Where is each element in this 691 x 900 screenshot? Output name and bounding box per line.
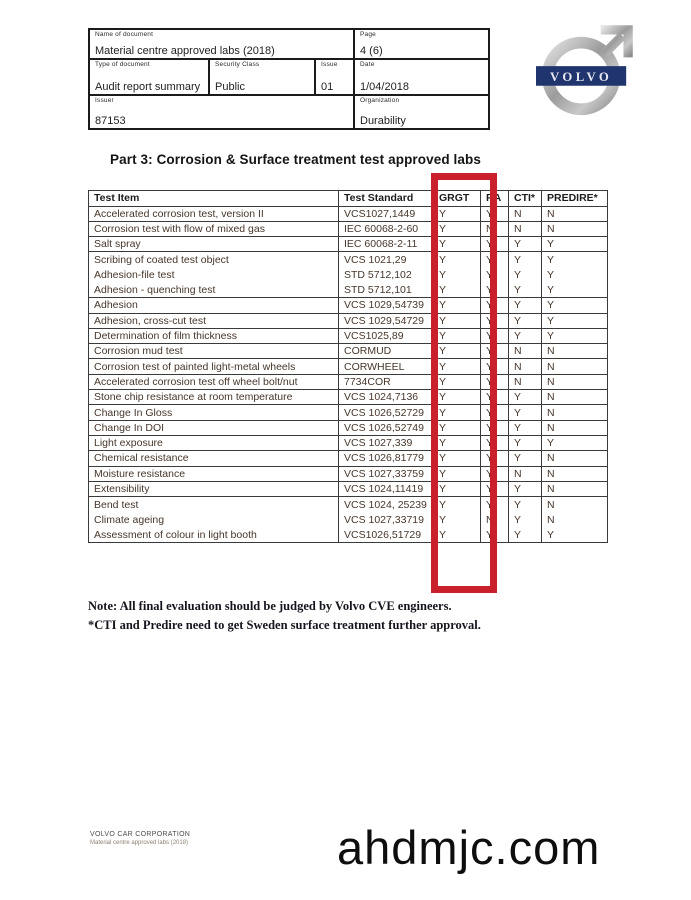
cell-cti: Y xyxy=(509,298,542,313)
cell-ra: Y xyxy=(481,252,509,267)
table-row xyxy=(89,512,608,527)
cell-ra: Y xyxy=(481,344,509,359)
cell-ra: Y xyxy=(481,282,509,297)
cell-standard: VCS 1026,52729 xyxy=(339,405,434,420)
table-row xyxy=(89,282,608,297)
table-row xyxy=(89,237,608,252)
approved-labs-table xyxy=(88,190,608,543)
cell-ra: Y xyxy=(481,237,509,252)
cell-predire: N xyxy=(542,481,608,496)
table-row xyxy=(89,206,608,221)
cell-standard: VCS 1027,33759 xyxy=(339,466,434,481)
cell-item: Light exposure xyxy=(89,435,339,450)
note-line-2: *CTI and Predire need to get Sweden surface treatment further approval. xyxy=(88,618,481,632)
cell-cti: N xyxy=(509,466,542,481)
field-name-of-document xyxy=(90,30,355,58)
col-header-test-standard: Test Standard xyxy=(339,191,434,207)
volvo-iron-mark-icon xyxy=(536,24,634,122)
table-row xyxy=(89,527,608,542)
field-value: Public xyxy=(215,81,245,93)
cell-grgt: Y xyxy=(434,267,481,282)
cell-grgt: Y xyxy=(434,252,481,267)
cell-predire: Y xyxy=(542,267,608,282)
footer-doc-title: Material centre approved labs (2018) xyxy=(90,840,189,846)
cell-cti: N xyxy=(509,206,542,221)
cell-ra: Y xyxy=(481,359,509,374)
cell-cti: Y xyxy=(509,313,542,328)
cell-predire: N xyxy=(542,512,608,527)
cell-cti: Y xyxy=(509,282,542,297)
table-header-row xyxy=(89,191,608,207)
table-row xyxy=(89,390,608,405)
cell-grgt: Y xyxy=(434,420,481,435)
cell-item: Corrosion test with flow of mixed gas xyxy=(89,221,339,236)
cell-item: Determination of film thickness xyxy=(89,328,339,343)
cell-ra: N xyxy=(481,221,509,236)
cell-cti: Y xyxy=(509,512,542,527)
cell-predire: N xyxy=(542,221,608,236)
col-header-grgt: GRGT xyxy=(434,191,481,207)
cell-standard: VCS 1029,54739 xyxy=(339,298,434,313)
col-header-test-item: Test Item xyxy=(89,191,339,207)
field-value: Durability xyxy=(360,115,406,127)
cell-cti: Y xyxy=(509,328,542,343)
cell-ra: Y xyxy=(481,466,509,481)
cell-grgt: Y xyxy=(434,359,481,374)
field-value: Audit report summary xyxy=(95,81,201,93)
table-row xyxy=(89,252,608,267)
cell-grgt: Y xyxy=(434,451,481,466)
cell-grgt: Y xyxy=(434,328,481,343)
col-header-ra: RA xyxy=(481,191,509,207)
cell-ra: Y xyxy=(481,435,509,450)
cell-standard: VCS 1026,81779 xyxy=(339,451,434,466)
cell-item: Scribing of coated test object xyxy=(89,252,339,267)
cell-cti: Y xyxy=(509,435,542,450)
cell-predire: N xyxy=(542,374,608,389)
cell-predire: Y xyxy=(542,527,608,542)
cell-item: Adhesion-file test xyxy=(89,267,339,282)
cell-predire: Y xyxy=(542,435,608,450)
section-title: Part 3: Corrosion & Surface treatment test approved labs xyxy=(110,152,481,167)
cell-cti: N xyxy=(509,374,542,389)
table-row xyxy=(89,451,608,466)
cell-grgt: Y xyxy=(434,435,481,450)
field-organization xyxy=(355,96,488,128)
cell-ra: N xyxy=(481,512,509,527)
cell-standard: VCS 1024,7136 xyxy=(339,390,434,405)
cell-grgt: Y xyxy=(434,481,481,496)
cell-predire: Y xyxy=(542,298,608,313)
field-label: Type of document xyxy=(95,61,150,68)
cell-predire: N xyxy=(542,344,608,359)
field-label: Organization xyxy=(360,97,400,104)
cell-item: Assessment of colour in light booth xyxy=(89,527,339,542)
cell-predire: N xyxy=(542,390,608,405)
cell-item: Stone chip resistance at room temperature xyxy=(89,390,339,405)
table-row xyxy=(89,313,608,328)
cell-standard: 7734COR xyxy=(339,374,434,389)
cell-grgt: Y xyxy=(434,344,481,359)
cell-ra: Y xyxy=(481,313,509,328)
cell-predire: N xyxy=(542,359,608,374)
field-value: 87153 xyxy=(95,115,126,127)
col-header-predire: PREDIRE* xyxy=(542,191,608,207)
table-row xyxy=(89,405,608,420)
cell-standard: VCS 1024, 25239 xyxy=(339,497,434,512)
cell-item: Moisture resistance xyxy=(89,466,339,481)
table-row xyxy=(89,344,608,359)
field-label: Name of document xyxy=(95,31,154,38)
field-label: Date xyxy=(360,61,375,68)
logo-wordmark: VOLVO xyxy=(549,69,613,84)
cell-cti: Y xyxy=(509,527,542,542)
table-row xyxy=(89,435,608,450)
page-footer xyxy=(90,830,190,848)
cell-predire: N xyxy=(542,466,608,481)
cell-ra: Y xyxy=(481,206,509,221)
cell-standard: CORWHEEL xyxy=(339,359,434,374)
cell-predire: N xyxy=(542,420,608,435)
cell-standard: VCS 1021,29 xyxy=(339,252,434,267)
cell-grgt: Y xyxy=(434,206,481,221)
cell-item: Change In Gloss xyxy=(89,405,339,420)
table-row xyxy=(89,298,608,313)
field-label: Issue xyxy=(321,61,338,68)
cell-grgt: Y xyxy=(434,221,481,236)
cell-item: Adhesion - quenching test xyxy=(89,282,339,297)
cell-standard: VCS 1029,54729 xyxy=(339,313,434,328)
cell-ra: Y xyxy=(481,267,509,282)
field-issue xyxy=(316,60,355,94)
cell-cti: Y xyxy=(509,481,542,496)
cell-grgt: Y xyxy=(434,237,481,252)
field-security-class xyxy=(210,60,316,94)
cell-predire: Y xyxy=(542,328,608,343)
cell-item: Adhesion xyxy=(89,298,339,313)
field-page xyxy=(355,30,488,58)
logo-arrow xyxy=(601,30,628,57)
cell-item: Accelerated corrosion test, version II xyxy=(89,206,339,221)
note-line-1: Note: All final evaluation should be judged by Volvo CVE engineers. xyxy=(88,599,452,613)
cell-ra: Y xyxy=(481,298,509,313)
cell-grgt: Y xyxy=(434,466,481,481)
cell-item: Bend test xyxy=(89,497,339,512)
cell-cti: Y xyxy=(509,267,542,282)
cell-predire: Y xyxy=(542,237,608,252)
cell-grgt: Y xyxy=(434,282,481,297)
volvo-logo xyxy=(536,24,634,122)
field-label: Security Class xyxy=(215,61,260,68)
table-row xyxy=(89,359,608,374)
cell-item: Corrosion mud test xyxy=(89,344,339,359)
cell-ra: Y xyxy=(481,481,509,496)
doc-header-row-2 xyxy=(90,60,488,96)
cell-cti: Y xyxy=(509,497,542,512)
cell-predire: Y xyxy=(542,282,608,297)
cell-predire: N xyxy=(542,405,608,420)
cell-item: Extensibility xyxy=(89,481,339,496)
cell-predire: N xyxy=(542,497,608,512)
cell-ra: Y xyxy=(481,527,509,542)
cell-grgt: Y xyxy=(434,512,481,527)
cell-standard: IEC 60068-2-11 xyxy=(339,237,434,252)
cell-ra: Y xyxy=(481,328,509,343)
cell-standard: VCS 1026,52749 xyxy=(339,420,434,435)
cell-cti: Y xyxy=(509,420,542,435)
cell-standard: CORMUD xyxy=(339,344,434,359)
cell-predire: N xyxy=(542,206,608,221)
cell-grgt: Y xyxy=(434,374,481,389)
cell-ra: Y xyxy=(481,451,509,466)
cell-item: Climate ageing xyxy=(89,512,339,527)
cell-standard: VCS 1024,11419 xyxy=(339,481,434,496)
notes-block xyxy=(88,597,481,635)
cell-predire: Y xyxy=(542,252,608,267)
cell-cti: N xyxy=(509,221,542,236)
cell-standard: VCS 1027,33719 xyxy=(339,512,434,527)
cell-standard: STD 5712,101 xyxy=(339,282,434,297)
cell-cti: Y xyxy=(509,405,542,420)
cell-item: Accelerated corrosion test off wheel bolt/nut xyxy=(89,374,339,389)
field-type-of-document xyxy=(90,60,210,94)
cell-ra: Y xyxy=(481,374,509,389)
table-row xyxy=(89,328,608,343)
table-row xyxy=(89,267,608,282)
cell-standard: VCS1027,1449 xyxy=(339,206,434,221)
cell-grgt: Y xyxy=(434,298,481,313)
field-issuer xyxy=(90,96,355,128)
col-header-cti: CTI* xyxy=(509,191,542,207)
cell-cti: N xyxy=(509,344,542,359)
doc-header-row-3 xyxy=(90,96,488,128)
cell-grgt: Y xyxy=(434,405,481,420)
cell-cti: Y xyxy=(509,451,542,466)
cell-grgt: Y xyxy=(434,313,481,328)
cell-grgt: Y xyxy=(434,527,481,542)
table-row xyxy=(89,374,608,389)
cell-predire: N xyxy=(542,451,608,466)
cell-grgt: Y xyxy=(434,497,481,512)
cell-standard: IEC 60068-2-60 xyxy=(339,221,434,236)
table-row xyxy=(89,481,608,496)
cell-grgt: Y xyxy=(434,390,481,405)
cell-cti: Y xyxy=(509,237,542,252)
table-row xyxy=(89,420,608,435)
cell-item: Change In DOI xyxy=(89,420,339,435)
cell-ra: Y xyxy=(481,390,509,405)
doc-header-row-1 xyxy=(90,30,488,60)
cell-predire: Y xyxy=(542,313,608,328)
cell-standard: VCS1025,89 xyxy=(339,328,434,343)
field-value: Material centre approved labs (2018) xyxy=(95,45,275,57)
cell-item: Salt spray xyxy=(89,237,339,252)
cell-standard: STD 5712,102 xyxy=(339,267,434,282)
field-value: 01 xyxy=(321,81,334,93)
cell-ra: Y xyxy=(481,420,509,435)
field-value: 4 (6) xyxy=(360,45,383,57)
field-label: Issuer xyxy=(95,97,114,104)
cell-ra: Y xyxy=(481,405,509,420)
field-date xyxy=(355,60,488,94)
cell-cti: N xyxy=(509,359,542,374)
field-value: 1/04/2018 xyxy=(360,81,409,93)
cell-cti: Y xyxy=(509,390,542,405)
cell-standard: VCS1026,51729 xyxy=(339,527,434,542)
cell-item: Corrosion test of painted light-metal wheels xyxy=(89,359,339,374)
table-row xyxy=(89,497,608,512)
cell-item: Adhesion, cross-cut test xyxy=(89,313,339,328)
table-row xyxy=(89,221,608,236)
doc-header-table xyxy=(88,28,490,130)
cell-standard: VCS 1027,339 xyxy=(339,435,434,450)
footer-company: VOLVO CAR CORPORATION xyxy=(90,831,191,838)
cell-ra: Y xyxy=(481,497,509,512)
cell-cti: Y xyxy=(509,252,542,267)
cell-item: Chemical resistance xyxy=(89,451,339,466)
watermark-text: ahdmjc.com xyxy=(337,821,601,874)
table-row xyxy=(89,466,608,481)
field-label: Page xyxy=(360,31,376,38)
